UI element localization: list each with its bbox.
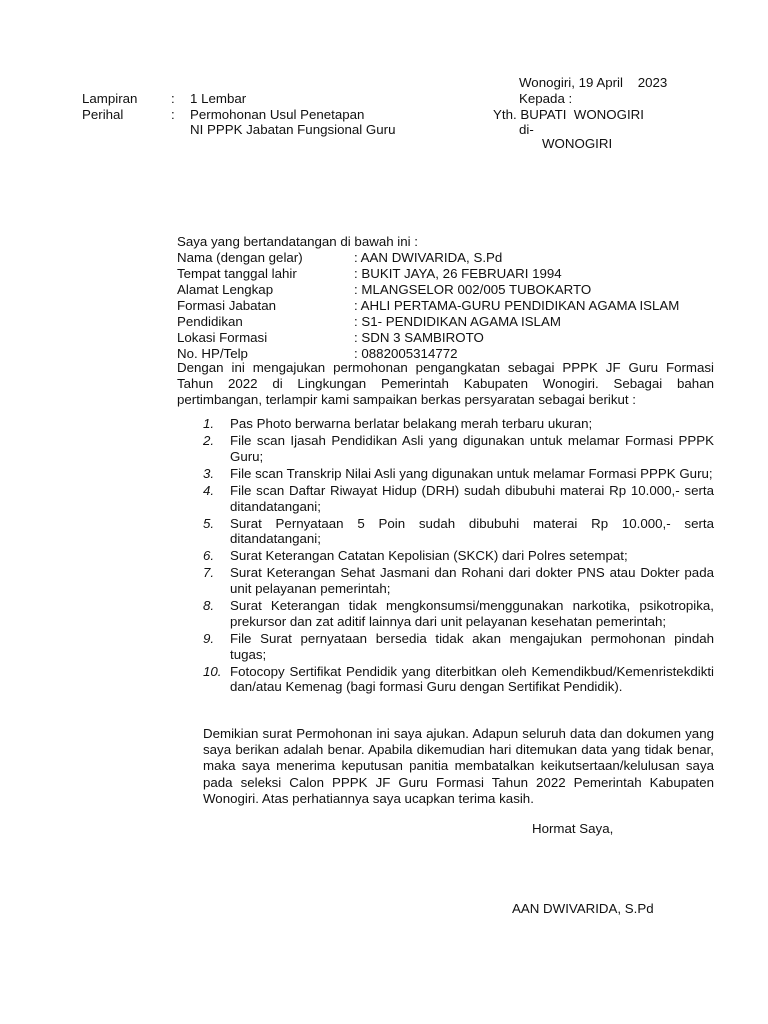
intro-text: Saya yang bertandatangan di bawah ini : [177, 234, 418, 249]
place-date: Wonogiri, 19 April 2023 [519, 75, 668, 90]
identity-label: Tempat tanggal lahir [177, 266, 297, 281]
identity-row [177, 282, 717, 298]
list-item-number: 7. [203, 565, 215, 581]
list-item-text: Surat Keterangan Sehat Jasmani dan Rohani dari dokter PNS atau Dokter pada unit pelayanan pemerintah; [230, 565, 714, 597]
list-item [203, 483, 714, 515]
list-item-number: 3. [203, 465, 215, 481]
identity-row [177, 298, 717, 314]
list-item [203, 565, 714, 597]
lampiran-label: Lampiran [82, 91, 138, 106]
list-item-number: 6. [203, 548, 215, 564]
signature-greeting: Hormat Saya, [532, 821, 614, 836]
request-paragraph: Dengan ini mengajukan permohonan pengangkatan sebagai PPPK JF Guru Formasi Tahun 2022 di Lingkungan Pemerintah Kabupaten Wonogiri. Sebagai bahan pertimbangan, terlampir kami sampaikan berkas persyaratan sebagai berikut : [177, 360, 714, 408]
identity-label: Lokasi Formasi [177, 330, 268, 345]
identity-row [177, 250, 717, 266]
identity-value: : 0882005314772 [354, 346, 458, 361]
list-item-text: File scan Transkrip Nilai Asli yang digunakan untuk melamar Formasi PPPK Guru; [230, 465, 713, 481]
identity-label: Alamat Lengkap [177, 282, 274, 297]
identity-value: : AAN DWIVARIDA, S.Pd [354, 250, 503, 265]
lampiran-value: 1 Lembar [190, 91, 247, 106]
perihal-label: Perihal [82, 107, 124, 122]
list-item-number: 1. [203, 416, 215, 431]
recipient-line-1: Yth. BUPATI WONOGIRI [493, 107, 644, 122]
list-item-text: Fotocopy Sertifikat Pendidik yang diterbitkan oleh Kemendikbud/Kemenristekdikti dan/atau Kemenag (bagi formasi Guru dengan Sertifikat Pendidik). [230, 663, 714, 695]
list-item [203, 631, 714, 663]
identity-label: No. HP/Telp [177, 346, 248, 361]
list-item-number: 10. [203, 663, 222, 679]
closing-paragraph: Demikian surat Permohonan ini saya ajukan. Adapun seluruh data dan dokumen yang saya berikan adalah benar. Apabila dikemudian hari ditemukan data yang tidak benar, maka saya menerima keputusan panitia membatalkan keikutsertaan/kelulusan saya pada seleksi Calon PPPK JF Guru Formasi Tahun 2022 Pemerintah Kabupaten Wonogiri. Atas perhatiannya saya ucapkan terima kasih. [203, 726, 714, 806]
list-item-text: Surat Pernyataan 5 Poin sudah dibubuhi materai Rp 10.000,- serta ditandatangani; [230, 515, 714, 547]
perihal-value-line-2: NI PPPK Jabatan Fungsional Guru [190, 122, 396, 137]
identity-label: Pendidikan [177, 314, 243, 329]
list-item-number: 4. [203, 482, 215, 498]
list-item [203, 548, 714, 564]
list-item [203, 416, 714, 432]
identity-value: : S1- PENDIDIKAN AGAMA ISLAM [354, 314, 561, 329]
list-item [203, 466, 714, 482]
list-item [203, 516, 714, 548]
list-item-text: File Surat pernyataan bersedia tidak akan mengajukan permohonan pindah tugas; [230, 630, 714, 662]
recipient-line-3: WONOGIRI [542, 136, 613, 151]
list-item-text: File scan Ijasah Pendidikan Asli yang digunakan untuk melamar Formasi PPPK Guru; [230, 432, 714, 464]
list-item-number: 8. [203, 598, 215, 614]
signature-name: AAN DWIVARIDA, S.Pd [512, 901, 654, 916]
list-item-number: 9. [203, 630, 215, 646]
identity-row [177, 266, 717, 282]
identity-row [177, 314, 717, 330]
recipient-line-2: di- [519, 122, 534, 137]
list-item-text: File scan Daftar Riwayat Hidup (DRH) sudah dibubuhi materai Rp 10.000,- serta ditandatangani; [230, 482, 714, 514]
list-item-number: 2. [203, 432, 215, 448]
lampiran-colon: : [171, 91, 175, 106]
list-item [203, 598, 714, 630]
identity-value: : BUKIT JAYA, 26 FEBRUARI 1994 [354, 266, 562, 281]
identity-value: : AHLI PERTAMA-GURU PENDIDIKAN AGAMA ISLAM [354, 298, 680, 313]
list-item-text: Surat Keterangan Catatan Kepolisian (SKCK) dari Polres setempat; [230, 548, 628, 564]
identity-label: Formasi Jabatan [177, 298, 277, 313]
identity-value: : SDN 3 SAMBIROTO [354, 330, 484, 345]
list-item-text: Surat Keterangan tidak mengkonsumsi/menggunakan narkotika, psikotropika, prekursor dan zat aditif lainnya dari unit pelayanan kesehatan pemerintah; [230, 598, 714, 629]
perihal-value-line-1: Permohonan Usul Penetapan [190, 107, 365, 122]
kepada-label: Kepada : [519, 91, 573, 106]
list-item-text: Pas Photo berwarna berlatar belakang merah terbaru ukuran; [230, 416, 593, 431]
perihal-colon: : [171, 107, 175, 122]
list-item-number: 5. [203, 515, 215, 531]
identity-label: Nama (dengan gelar) [177, 250, 303, 265]
list-item [203, 433, 714, 465]
identity-table [177, 250, 717, 362]
identity-row [177, 330, 717, 346]
requirements-list [203, 416, 714, 696]
list-item [203, 664, 714, 696]
identity-value: : MLANGSELOR 002/005 TUBOKARTO [354, 282, 592, 297]
